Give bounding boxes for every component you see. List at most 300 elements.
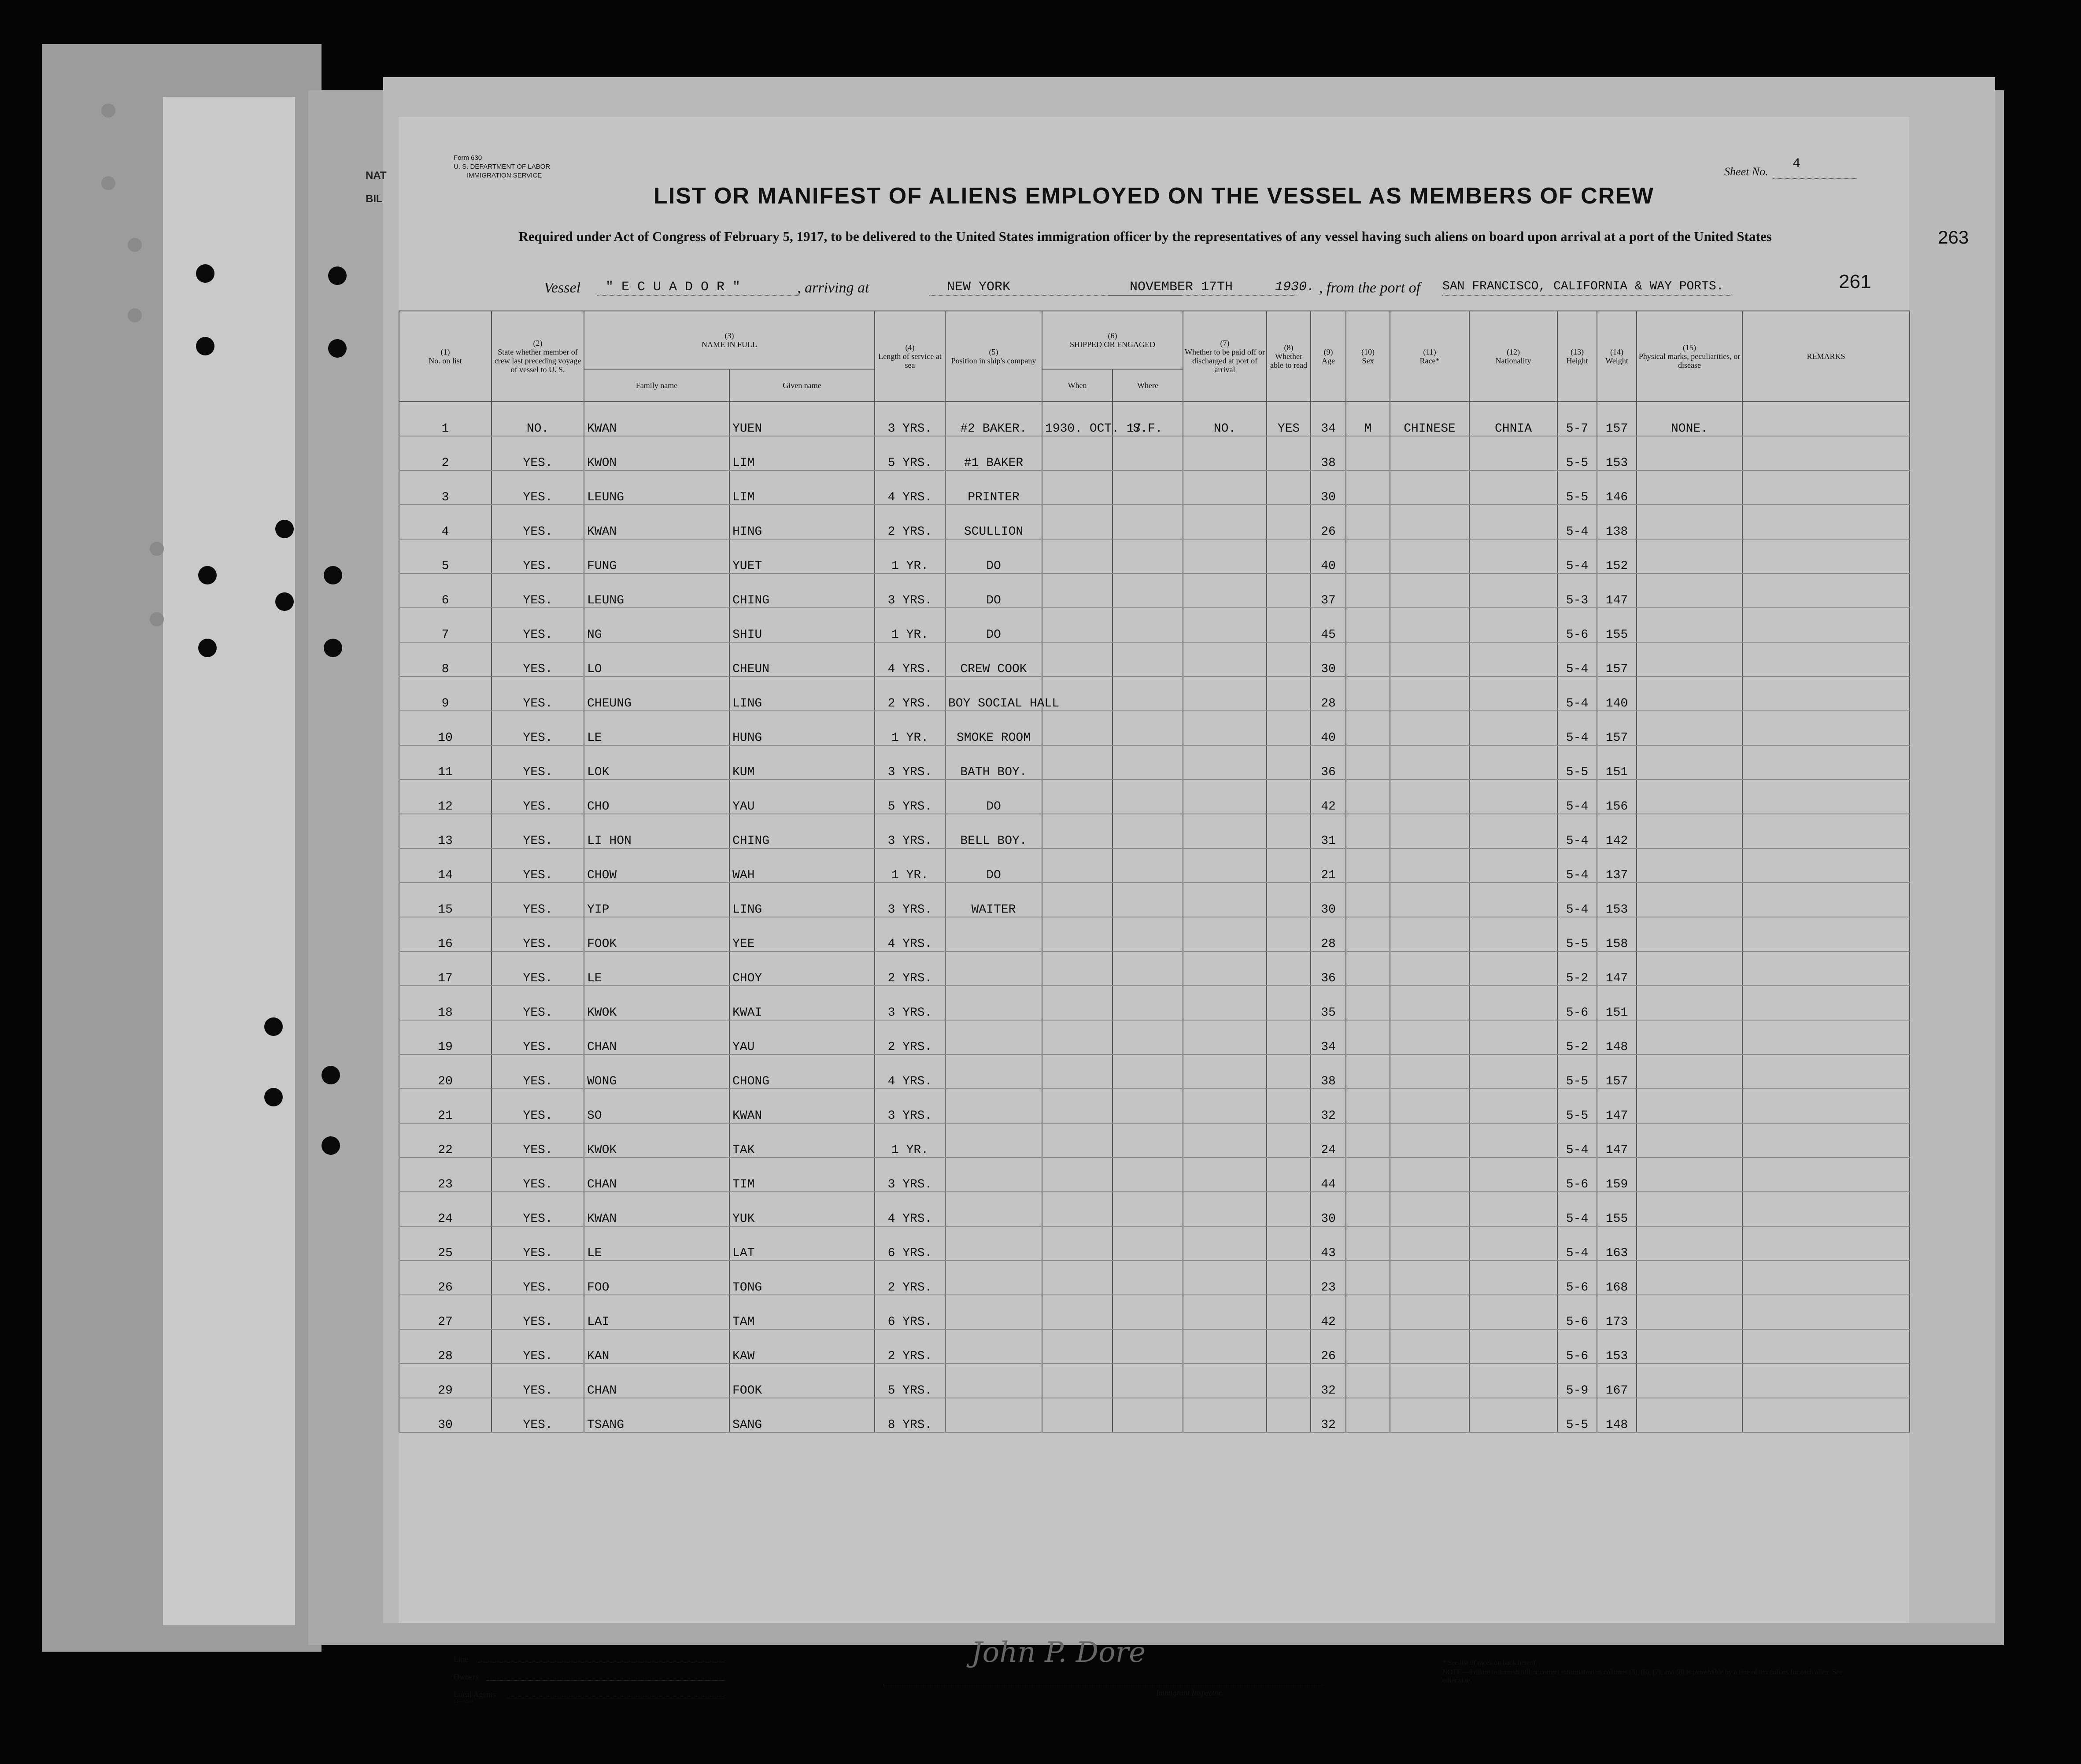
physical-marks-cell: [1637, 986, 1742, 1020]
row-number-cell: 1: [399, 402, 492, 436]
table-row: [399, 745, 1910, 780]
physical-marks-cell: [1637, 1295, 1742, 1329]
remarks-cell: [1742, 883, 1910, 917]
height-cell: 5-4: [1557, 711, 1597, 745]
shipped-when-cell: [1042, 1123, 1113, 1158]
race-cell: [1390, 814, 1469, 848]
vessel-label: Vessel: [544, 280, 581, 296]
weight-cell: 140: [1597, 677, 1637, 711]
shipped-when-cell: [1042, 814, 1113, 848]
race-cell: [1390, 470, 1469, 505]
table-row: [399, 436, 1910, 470]
weight-cell: 159: [1597, 1158, 1637, 1192]
age-cell: 26: [1311, 1329, 1346, 1364]
family-name-cell: CHO: [584, 780, 729, 814]
height-cell: 5-5: [1557, 745, 1597, 780]
from-port-line: [1442, 295, 1733, 296]
family-name-cell: CHOW: [584, 848, 729, 883]
age-cell: 28: [1311, 677, 1346, 711]
age-cell: 43: [1311, 1226, 1346, 1261]
given-name-cell: CHOY: [729, 951, 875, 986]
age-cell: 31: [1311, 814, 1346, 848]
shipped-when-cell: [1042, 1261, 1113, 1295]
punch-hole: [198, 639, 217, 657]
physical-marks-cell: [1637, 505, 1742, 539]
physical-marks-cell: [1637, 883, 1742, 917]
col-header-weight: (14) Weight: [1597, 311, 1637, 402]
sex-cell: [1346, 677, 1390, 711]
prev-voyage-cell: YES.: [492, 1020, 584, 1054]
able-to-read-cell: [1267, 1158, 1311, 1192]
shipped-where-cell: [1113, 711, 1183, 745]
paid-off-cell: [1183, 1226, 1267, 1261]
weight-cell: 137: [1597, 848, 1637, 883]
physical-marks-cell: [1637, 1364, 1742, 1398]
age-cell: 42: [1311, 780, 1346, 814]
able-to-read-cell: [1267, 917, 1311, 951]
shipped-when-cell: [1042, 608, 1113, 642]
weight-cell: 147: [1597, 1123, 1637, 1158]
table-row: [399, 1364, 1910, 1398]
paid-off-cell: [1183, 608, 1267, 642]
physical-marks-cell: [1637, 1158, 1742, 1192]
nationality-cell: CHNIA: [1469, 402, 1557, 436]
shipped-where-cell: [1113, 1192, 1183, 1226]
page-subtitle: Required under Act of Congress of February 5, 1917, to be delivered to the United States immigration officer by the representatives of any vessel having such aliens on board upon arrival at a port of the United States: [518, 229, 1772, 244]
shipped-when-cell: [1042, 1089, 1113, 1123]
able-to-read-cell: [1267, 1261, 1311, 1295]
physical-marks-cell: [1637, 780, 1742, 814]
length-of-service-cell: 2 YRS.: [875, 1020, 945, 1054]
family-name-cell: KWON: [584, 436, 729, 470]
date-line: [1108, 295, 1297, 296]
age-cell: 42: [1311, 1295, 1346, 1329]
remarks-cell: [1742, 951, 1910, 986]
header-row: [399, 311, 1910, 369]
sex-cell: [1346, 917, 1390, 951]
shipped-where-cell: [1113, 573, 1183, 608]
shipped-when-cell: [1042, 711, 1113, 745]
paid-off-cell: [1183, 1398, 1267, 1432]
col-header-name: (3) NAME IN FULL: [584, 311, 875, 369]
nationality-cell: [1469, 780, 1557, 814]
punch-hole: [322, 1066, 340, 1084]
shipped-where-cell: [1113, 814, 1183, 848]
prev-voyage-cell: YES.: [492, 711, 584, 745]
position-cell: [945, 1261, 1042, 1295]
shipped-where-cell: [1113, 1295, 1183, 1329]
paid-off-cell: [1183, 470, 1267, 505]
sex-cell: [1346, 986, 1390, 1020]
paid-off-cell: [1183, 1123, 1267, 1158]
prev-voyage-cell: YES.: [492, 986, 584, 1020]
weight-cell: 153: [1597, 436, 1637, 470]
length-of-service-cell: 1 YR.: [875, 711, 945, 745]
arriving-port: NEW YORK: [947, 280, 1011, 295]
left-trim-text: [366, 170, 387, 205]
given-name-cell: KUM: [729, 745, 875, 780]
physical-marks-cell: [1637, 573, 1742, 608]
height-cell: 5-4: [1557, 677, 1597, 711]
shipped-where-cell: [1113, 1089, 1183, 1123]
sex-cell: [1346, 436, 1390, 470]
position-cell: [945, 1158, 1042, 1192]
age-cell: 21: [1311, 848, 1346, 883]
remarks-cell: [1742, 780, 1910, 814]
prev-voyage-cell: YES.: [492, 1123, 584, 1158]
sex-cell: [1346, 951, 1390, 986]
paid-off-cell: [1183, 917, 1267, 951]
sex-cell: [1346, 1226, 1390, 1261]
weight-cell: 157: [1597, 1054, 1637, 1089]
nationality-cell: [1469, 573, 1557, 608]
prev-voyage-cell: YES.: [492, 1192, 584, 1226]
remarks-cell: [1742, 573, 1910, 608]
shipped-where-cell: [1113, 986, 1183, 1020]
able-to-read-cell: [1267, 1192, 1311, 1226]
shipped-when-cell: [1042, 1295, 1113, 1329]
remarks-cell: [1742, 1261, 1910, 1295]
sex-cell: [1346, 1398, 1390, 1432]
row-number-cell: 13: [399, 814, 492, 848]
race-cell: [1390, 1158, 1469, 1192]
nationality-cell: [1469, 642, 1557, 677]
length-of-service-cell: 8 YRS.: [875, 1398, 945, 1432]
position-cell: DO: [945, 573, 1042, 608]
table-row: [399, 470, 1910, 505]
age-cell: 37: [1311, 573, 1346, 608]
prev-voyage-cell: YES.: [492, 848, 584, 883]
length-of-service-cell: 4 YRS.: [875, 642, 945, 677]
height-cell: 5-6: [1557, 986, 1597, 1020]
shipped-when-cell: [1042, 1054, 1113, 1089]
height-cell: 5-9: [1557, 1364, 1597, 1398]
prev-voyage-cell: YES.: [492, 573, 584, 608]
given-name-cell: YAU: [729, 780, 875, 814]
crew-manifest-table: [399, 311, 1910, 1433]
page-number: 261: [1839, 271, 1871, 292]
position-cell: SCULLION: [945, 505, 1042, 539]
background-page-strip: [163, 97, 295, 1625]
position-cell: [945, 917, 1042, 951]
punch-hole: [101, 176, 115, 190]
prev-voyage-cell: YES.: [492, 505, 584, 539]
length-of-service-cell: 2 YRS.: [875, 951, 945, 986]
length-of-service-cell: 6 YRS.: [875, 1226, 945, 1261]
remarks-cell: [1742, 470, 1910, 505]
punch-hole: [150, 542, 164, 556]
able-to-read-cell: [1267, 1089, 1311, 1123]
paid-off-cell: [1183, 1158, 1267, 1192]
given-name-cell: CHING: [729, 814, 875, 848]
row-number-cell: 24: [399, 1192, 492, 1226]
sex-cell: [1346, 814, 1390, 848]
prev-voyage-cell: YES.: [492, 677, 584, 711]
length-of-service-cell: 1 YR.: [875, 539, 945, 573]
prev-voyage-cell: NO.: [492, 402, 584, 436]
position-cell: DO: [945, 608, 1042, 642]
length-of-service-cell: 2 YRS.: [875, 1329, 945, 1364]
punch-hole: [275, 520, 294, 538]
trim-text-1: NAT: [366, 170, 387, 181]
punch-hole: [196, 337, 214, 355]
arriving-label: , arriving at: [797, 280, 869, 296]
age-cell: 40: [1311, 539, 1346, 573]
remarks-cell: [1742, 1020, 1910, 1054]
family-name-cell: TSANG: [584, 1398, 729, 1432]
position-cell: [945, 1123, 1042, 1158]
nationality-cell: [1469, 1158, 1557, 1192]
physical-marks-cell: NONE.: [1637, 402, 1742, 436]
table-row: [399, 1295, 1910, 1329]
remarks-cell: [1742, 642, 1910, 677]
port-label: , from the port of: [1319, 280, 1421, 296]
family-name-cell: LOK: [584, 745, 729, 780]
height-cell: 5-4: [1557, 642, 1597, 677]
age-cell: 30: [1311, 642, 1346, 677]
weight-cell: 163: [1597, 1226, 1637, 1261]
col-header-position: (5) Position in ship's company: [945, 311, 1042, 402]
paid-off-cell: [1183, 436, 1267, 470]
race-cell: [1390, 1089, 1469, 1123]
department-line: U. S. DEPARTMENT OF LABOR: [454, 163, 551, 170]
nationality-cell: [1469, 814, 1557, 848]
prev-voyage-cell: YES.: [492, 470, 584, 505]
prev-voyage-cell: YES.: [492, 951, 584, 986]
race-cell: [1390, 677, 1469, 711]
shipped-when-cell: [1042, 1329, 1113, 1364]
remarks-cell: [1742, 917, 1910, 951]
physical-marks-cell: [1637, 1020, 1742, 1054]
manifest-rows: [399, 402, 1910, 1432]
able-to-read-cell: [1267, 883, 1311, 917]
family-name-cell: LEUNG: [584, 573, 729, 608]
given-name-cell: LIM: [729, 470, 875, 505]
able-to-read-cell: [1267, 436, 1311, 470]
row-number-cell: 18: [399, 986, 492, 1020]
height-cell: 5-6: [1557, 1261, 1597, 1295]
remarks-cell: [1742, 1054, 1910, 1089]
sex-cell: [1346, 883, 1390, 917]
race-cell: [1390, 608, 1469, 642]
paid-off-cell: [1183, 745, 1267, 780]
weight-cell: 168: [1597, 1261, 1637, 1295]
given-name-cell: LAT: [729, 1226, 875, 1261]
remarks-cell: [1742, 1226, 1910, 1261]
length-of-service-cell: 3 YRS.: [875, 573, 945, 608]
height-cell: 5-3: [1557, 573, 1597, 608]
nationality-cell: [1469, 951, 1557, 986]
position-cell: PRINTER: [945, 470, 1042, 505]
col-header-nationality: (12) Nationality: [1469, 311, 1557, 402]
prev-voyage-cell: YES.: [492, 917, 584, 951]
paid-off-cell: [1183, 951, 1267, 986]
race-cell: [1390, 1398, 1469, 1432]
shipped-when-cell: [1042, 505, 1113, 539]
shipped-when-cell: [1042, 1398, 1113, 1432]
shipped-where-cell: [1113, 642, 1183, 677]
sex-cell: [1346, 745, 1390, 780]
sex-cell: [1346, 1261, 1390, 1295]
length-of-service-cell: 1 YR.: [875, 848, 945, 883]
table-row: [399, 1020, 1910, 1054]
height-cell: 5-2: [1557, 951, 1597, 986]
row-number-cell: 10: [399, 711, 492, 745]
table-row: [399, 608, 1910, 642]
shipped-where-cell: [1113, 1226, 1183, 1261]
length-of-service-cell: 5 YRS.: [875, 780, 945, 814]
weight-cell: 152: [1597, 539, 1637, 573]
height-cell: 5-6: [1557, 608, 1597, 642]
table-row: [399, 711, 1910, 745]
able-to-read-cell: [1267, 780, 1311, 814]
shipped-when-cell: [1042, 1158, 1113, 1192]
manifest-footer: [399, 1429, 1909, 1704]
shipped-when-cell: [1042, 573, 1113, 608]
family-name-cell: LE: [584, 951, 729, 986]
row-number-cell: 6: [399, 573, 492, 608]
shipped-when-cell: [1042, 1364, 1113, 1398]
physical-marks-cell: [1637, 1261, 1742, 1295]
row-number-cell: 11: [399, 745, 492, 780]
age-cell: 32: [1311, 1089, 1346, 1123]
sex-cell: [1346, 1123, 1390, 1158]
physical-marks-cell: [1637, 436, 1742, 470]
race-cell: [1390, 642, 1469, 677]
shipped-where-cell: [1113, 848, 1183, 883]
nationality-cell: [1469, 848, 1557, 883]
table-row: [399, 1398, 1910, 1432]
page-title: LIST OR MANIFEST OF ALIENS EMPLOYED ON THE VESSEL AS MEMBERS OF CREW: [654, 183, 1654, 209]
row-number-cell: 20: [399, 1054, 492, 1089]
row-number-cell: 14: [399, 848, 492, 883]
given-name-cell: FOOK: [729, 1364, 875, 1398]
length-of-service-cell: 3 YRS.: [875, 1158, 945, 1192]
paid-off-cell: NO.: [1183, 402, 1267, 436]
given-name-cell: KWAI: [729, 986, 875, 1020]
table-row: [399, 814, 1910, 848]
family-name-cell: LO: [584, 642, 729, 677]
able-to-read-cell: [1267, 848, 1311, 883]
height-cell: 5-5: [1557, 1054, 1597, 1089]
nationality-cell: [1469, 1398, 1557, 1432]
family-name-cell: KWAN: [584, 505, 729, 539]
weight-cell: 147: [1597, 573, 1637, 608]
given-name-cell: TIM: [729, 1158, 875, 1192]
table-row: [399, 1261, 1910, 1295]
vessel-name: " E C U A D O R ": [606, 280, 741, 295]
family-name-cell: FOO: [584, 1261, 729, 1295]
table-row: [399, 986, 1910, 1020]
given-name-cell: YUK: [729, 1192, 875, 1226]
family-name-cell: KWAN: [584, 402, 729, 436]
height-cell: 5-4: [1557, 505, 1597, 539]
prev-voyage-cell: YES.: [492, 1089, 584, 1123]
race-cell: [1390, 1329, 1469, 1364]
punch-hole: [264, 1017, 283, 1036]
remarks-cell: [1742, 986, 1910, 1020]
sex-cell: [1346, 539, 1390, 573]
physical-marks-cell: [1637, 470, 1742, 505]
remarks-cell: [1742, 402, 1910, 436]
paid-off-cell: [1183, 1054, 1267, 1089]
able-to-read-cell: [1267, 1226, 1311, 1261]
shipped-when-cell: [1042, 1226, 1113, 1261]
remarks-cell: [1742, 848, 1910, 883]
position-cell: [945, 1364, 1042, 1398]
vessel-line: [597, 295, 799, 296]
nationality-cell: [1469, 608, 1557, 642]
remarks-cell: [1742, 505, 1910, 539]
prev-voyage-cell: YES.: [492, 608, 584, 642]
nationality-cell: [1469, 711, 1557, 745]
shipped-when-cell: [1042, 1020, 1113, 1054]
able-to-read-cell: [1267, 1054, 1311, 1089]
weight-cell: 148: [1597, 1020, 1637, 1054]
height-cell: 5-5: [1557, 1398, 1597, 1432]
position-cell: [945, 951, 1042, 986]
prev-voyage-cell: YES.: [492, 1398, 584, 1432]
shipped-where-cell: [1113, 436, 1183, 470]
col-header-age: (9) Age: [1311, 311, 1346, 402]
shipped-where-cell: [1113, 1261, 1183, 1295]
races-note: * See list of races on back hereof.: [1442, 1659, 1538, 1667]
prev-voyage-cell: YES.: [492, 1364, 584, 1398]
nationality-cell: [1469, 986, 1557, 1020]
col-header-when: When: [1042, 369, 1113, 402]
punch-hole: [196, 264, 214, 283]
family-name-cell: KAN: [584, 1329, 729, 1364]
race-cell: [1390, 539, 1469, 573]
height-cell: 5-4: [1557, 814, 1597, 848]
shipped-where-cell: [1113, 1329, 1183, 1364]
nationality-cell: [1469, 1192, 1557, 1226]
race-cell: CHINESE: [1390, 402, 1469, 436]
given-name-cell: SHIU: [729, 608, 875, 642]
given-name-cell: LIM: [729, 436, 875, 470]
given-name-cell: TAM: [729, 1295, 875, 1329]
physical-marks-cell: [1637, 608, 1742, 642]
length-of-service-cell: 4 YRS.: [875, 1192, 945, 1226]
height-cell: 5-7: [1557, 402, 1597, 436]
shipped-when-cell: [1042, 470, 1113, 505]
race-cell: [1390, 1226, 1469, 1261]
weight-cell: 147: [1597, 1089, 1637, 1123]
remarks-cell: [1742, 677, 1910, 711]
weight-cell: 173: [1597, 1295, 1637, 1329]
family-name-cell: LI HON: [584, 814, 729, 848]
row-number-cell: 22: [399, 1123, 492, 1158]
nationality-cell: [1469, 505, 1557, 539]
family-name-cell: LAI: [584, 1295, 729, 1329]
race-cell: [1390, 917, 1469, 951]
sex-cell: [1346, 1364, 1390, 1398]
shipped-where-cell: [1113, 1398, 1183, 1432]
sheet-label: Sheet No.: [1724, 165, 1768, 178]
shipped-when-cell: [1042, 436, 1113, 470]
given-name-cell: LING: [729, 677, 875, 711]
shipped-when-cell: [1042, 848, 1113, 883]
paid-off-cell: [1183, 1261, 1267, 1295]
family-name-cell: KWOK: [584, 986, 729, 1020]
given-name-cell: YUEN: [729, 402, 875, 436]
remarks-cell: [1742, 745, 1910, 780]
position-cell: BELL BOY.: [945, 814, 1042, 848]
able-to-read-cell: [1267, 573, 1311, 608]
remarks-cell: [1742, 1329, 1910, 1364]
physical-marks-cell: [1637, 539, 1742, 573]
row-number-cell: 4: [399, 505, 492, 539]
